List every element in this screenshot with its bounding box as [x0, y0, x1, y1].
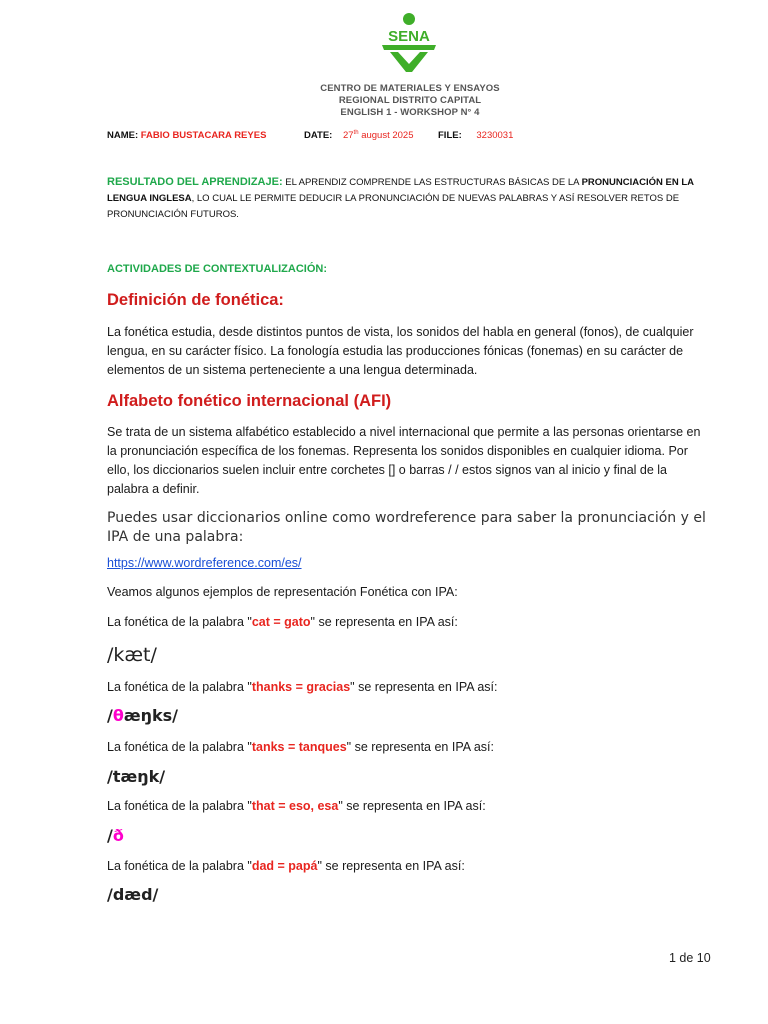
ipa-transcription: /dæd/ — [107, 885, 159, 904]
activities-heading: ACTIVIDADES DE CONTEXTUALIZACIÓN: — [107, 263, 327, 275]
date-label: DATE: — [304, 130, 333, 142]
examples-intro: Veamos algunos ejemplos de representación Fonética con IPA: — [107, 585, 458, 599]
example-line: La fonética de la palabra "tanks = tanques" se representa en IPA así: — [107, 740, 495, 754]
file-value: 3230031 — [476, 130, 514, 141]
ipa-transcription: /ð — [107, 826, 124, 845]
page-number: 1 de 10 — [669, 951, 711, 965]
svg-text:SENA: SENA — [388, 28, 430, 45]
example-line: La fonética de la palabra "cat = gato" se representa en IPA así: — [107, 615, 458, 629]
institution-header — [0, 83, 768, 119]
ipa-transcription: /θæŋks/ — [107, 706, 179, 725]
example-line: La fonética de la palabra "that = eso, esa" se representa en IPA así: — [107, 799, 486, 813]
wordreference-link[interactable]: https://www.wordreference.com/es/ — [107, 556, 302, 570]
ipa-description: Se trata de un sistema alfabético establecido a nivel internacional que permite a las personas orientarse en la pronunciación específica de los fonemas. Representa los sonidos disponibles en cualquier idioma. Por ello, los diccionarios suelen incluir entre corchetes [] o barras / / estos signos van al inicio y final de la palabra a definir. — [107, 425, 701, 496]
section-title-ipa: Alfabeto fonético internacional (AFI) — [107, 392, 392, 410]
learning-result-label: RESULTADO DEL APRENDIZAJE: — [107, 176, 283, 188]
name-value: FABIO BUSTACARA REYES — [140, 130, 267, 141]
name-label: NAME: — [107, 130, 139, 141]
example-line: La fonética de la palabra "thanks = gracias" se representa en IPA así: — [107, 680, 498, 694]
header-line-1: CENTRO DE MATERIALES Y ENSAYOS — [320, 83, 500, 94]
sena-logo — [378, 12, 440, 74]
header-line-3: ENGLISH 1 - WORKSHOP N° 4 — [340, 107, 480, 118]
date-value: 27th august 2025 — [342, 130, 414, 142]
example-line: La fonética de la palabra "dad = papá" se representa en IPA así: — [107, 859, 465, 873]
date-field — [304, 130, 414, 141]
section-title-phonetics: Definición de fonética: — [107, 291, 284, 309]
file-label: FILE: — [438, 130, 462, 141]
dictionary-note: Puedes usar diccionarios online como wordreference para saber la pronunciación y el IPA de una palabra: — [107, 510, 706, 545]
file-field — [438, 130, 513, 141]
header-line-2: REGIONAL DISTRITO CAPITAL — [338, 95, 482, 106]
ipa-transcription: /tæŋk/ — [107, 767, 166, 786]
ipa-transcription: /kæt/ — [107, 644, 157, 666]
name-field — [107, 130, 266, 141]
learning-result: RESULTADO DEL APRENDIZAJE: EL APRENDIZ COMPRENDE LAS ESTRUCTURAS BÁSICAS DE LA PRONUNCIACIÓN EN LA LENGUA INGLESA, LO CUAL LE PERMITE DEDUCIR LA PRONUNCIACIÓN DE NUEVAS PALABRAS Y ASÍ RESOLVER RETOS DE PRONUNCIACIÓN FUTUROS. — [107, 176, 694, 220]
phonetics-definition: La fonética estudia, desde distintos puntos de vista, los sonidos del habla en general (fonos), de cualquier lengua, en su carácter físico. La fonología estudia las producciones fónicas (fonemas) en su carácter de elementos de un sistema perteneciente a una lengua determinada. — [107, 325, 694, 377]
